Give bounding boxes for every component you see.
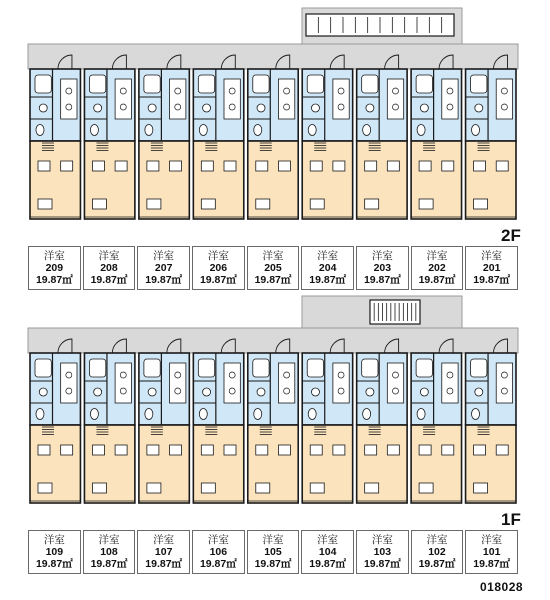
toilet [199,125,207,136]
washbasin [475,388,483,396]
washbasin [148,388,156,396]
washbasin [203,104,211,112]
washbasin [94,104,102,112]
kitchen-counter [278,79,294,119]
bathtub [144,75,160,93]
chair [61,161,73,171]
chair [387,161,399,171]
chair [147,445,159,455]
chair [170,161,182,171]
desk [201,199,215,209]
room-area [84,141,134,219]
chair [170,445,182,455]
chair [256,161,268,171]
bathtub [416,75,432,93]
chair [474,445,486,455]
corridor [28,328,518,353]
bathtub [307,75,323,93]
room-area [248,425,298,503]
kitchen-counter [170,363,186,403]
kitchen-counter [224,79,240,119]
chair [419,161,431,171]
room-area [466,425,516,503]
toilet [308,125,316,136]
desk [419,199,433,209]
bathtub [89,75,105,93]
chair [442,445,454,455]
desk [256,199,270,209]
chair [442,161,454,171]
washbasin [366,104,374,112]
desk [38,483,52,493]
washbasin [148,104,156,112]
kitchen-counter [61,79,77,119]
bathtub [35,75,51,93]
unit-label-106: 洋室 106 19.87㎡ [192,530,245,574]
toilet [363,409,371,420]
desk [474,199,488,209]
chair [38,161,50,171]
room-area [193,141,243,219]
desk [147,199,161,209]
toilet [472,409,480,420]
desk [365,483,379,493]
room-area [84,425,134,503]
room-area [411,425,461,503]
unit-label-201: 洋室 201 19.87㎡ [465,246,518,290]
chair [310,445,322,455]
kitchen-counter [224,363,240,403]
unit-label-104: 洋室 104 19.87㎡ [301,530,354,574]
chair [147,161,159,171]
unit-label-207: 洋室 207 19.87㎡ [137,246,190,290]
unit-106 [193,339,243,503]
desk [147,483,161,493]
toilet [90,409,98,420]
unit-103 [357,339,407,503]
washbasin [257,104,265,112]
bathtub [35,359,51,377]
bathtub [89,359,105,377]
unit-107 [139,339,189,503]
washbasin [420,104,428,112]
kitchen-counter [387,79,403,119]
bathtub [362,359,378,377]
unit-102 [411,339,461,503]
room-area [302,141,352,219]
kitchen-counter [333,79,349,119]
room-area [357,141,407,219]
chair [224,445,236,455]
toilet [472,125,480,136]
bathtub [253,359,269,377]
toilet [36,125,44,136]
chair [419,445,431,455]
unit-label-203: 洋室 203 19.87㎡ [356,246,409,290]
washbasin [311,388,319,396]
plan-code: 018028 [480,580,524,594]
unit-105 [248,339,298,503]
unit-label-109: 洋室 109 19.87㎡ [28,530,81,574]
desk [256,483,270,493]
toilet [36,409,44,420]
toilet [254,125,262,136]
chair [38,445,50,455]
desk [310,199,324,209]
desk [365,199,379,209]
kitchen-counter [61,363,77,403]
room-area [30,141,80,219]
unit-202 [411,55,461,219]
kitchen-counter [442,363,458,403]
kitchen-counter [115,363,131,403]
chair [333,445,345,455]
toilet [417,125,425,136]
room-area [302,425,352,503]
bathtub [307,359,323,377]
kitchen-counter [278,363,294,403]
bathtub [198,75,214,93]
desk [92,199,106,209]
kitchen-counter [496,79,512,119]
washbasin [257,388,265,396]
room-area [357,425,407,503]
kitchen-counter [387,363,403,403]
unit-label-103: 洋室 103 19.87㎡ [356,530,409,574]
unit-label-102: 洋室 102 19.87㎡ [411,530,464,574]
toilet [363,125,371,136]
bathtub [471,359,487,377]
unit-label-105: 洋室 105 19.87㎡ [247,530,300,574]
unit-label-205: 洋室 205 19.87㎡ [247,246,300,290]
unit-label-202: 洋室 202 19.87㎡ [411,246,464,290]
unit-208 [84,55,134,219]
washbasin [366,388,374,396]
chair [115,445,127,455]
unit-label-108: 洋室 108 19.87㎡ [83,530,136,574]
washbasin [39,388,47,396]
chair [278,445,290,455]
washbasin [420,388,428,396]
desk [38,199,52,209]
desk [474,483,488,493]
room-area [466,141,516,219]
kitchen-counter [115,79,131,119]
chair [387,445,399,455]
chair [92,161,104,171]
chair [333,161,345,171]
room-area [248,141,298,219]
chair [92,445,104,455]
chair [496,161,508,171]
unit-206 [193,55,243,219]
unit-109 [30,339,80,503]
unit-label-209: 洋室 209 19.87㎡ [28,246,81,290]
kitchen-counter [170,79,186,119]
unit-label-206: 洋室 206 19.87㎡ [192,246,245,290]
bathtub [471,75,487,93]
floor-label-1f: 1F [501,510,521,529]
room-area [139,141,189,219]
unit-201 [466,55,516,219]
chair [474,161,486,171]
chair [61,445,73,455]
unit-legend-2f [28,246,518,290]
toilet [254,409,262,420]
room-area [30,425,80,503]
unit-108 [84,339,134,503]
unit-101 [466,339,516,503]
toilet [417,409,425,420]
washbasin [475,104,483,112]
unit-207 [139,55,189,219]
floor-label-2f: 2F [501,226,521,245]
washbasin [203,388,211,396]
desk [419,483,433,493]
corridor [28,44,518,69]
chair [201,445,213,455]
unit-104 [302,339,352,503]
unit-label-204: 洋室 204 19.87㎡ [301,246,354,290]
chair [310,161,322,171]
chair [201,161,213,171]
toilet [199,409,207,420]
unit-label-107: 洋室 107 19.87㎡ [137,530,190,574]
chair [496,445,508,455]
unit-204 [302,55,352,219]
unit-209 [30,55,80,219]
kitchen-counter [496,363,512,403]
chair [365,445,377,455]
unit-203 [357,55,407,219]
chair [365,161,377,171]
toilet [145,125,153,136]
washbasin [94,388,102,396]
floor-2f [28,8,518,219]
desk [201,483,215,493]
kitchen-counter [442,79,458,119]
room-area [411,141,461,219]
unit-label-208: 洋室 208 19.87㎡ [83,246,136,290]
washbasin [311,104,319,112]
floor-1f [28,296,518,503]
bathtub [253,75,269,93]
unit-205 [248,55,298,219]
washbasin [39,104,47,112]
bathtub [198,359,214,377]
chair [278,161,290,171]
chair [256,445,268,455]
bathtub [416,359,432,377]
room-area [193,425,243,503]
room-area [139,425,189,503]
toilet [145,409,153,420]
desk [310,483,324,493]
desk [92,483,106,493]
chair [224,161,236,171]
bathtub [362,75,378,93]
unit-label-101: 洋室 101 19.87㎡ [465,530,518,574]
toilet [308,409,316,420]
kitchen-counter [333,363,349,403]
toilet [90,125,98,136]
bathtub [144,359,160,377]
chair [115,161,127,171]
unit-legend-1f [28,530,518,574]
